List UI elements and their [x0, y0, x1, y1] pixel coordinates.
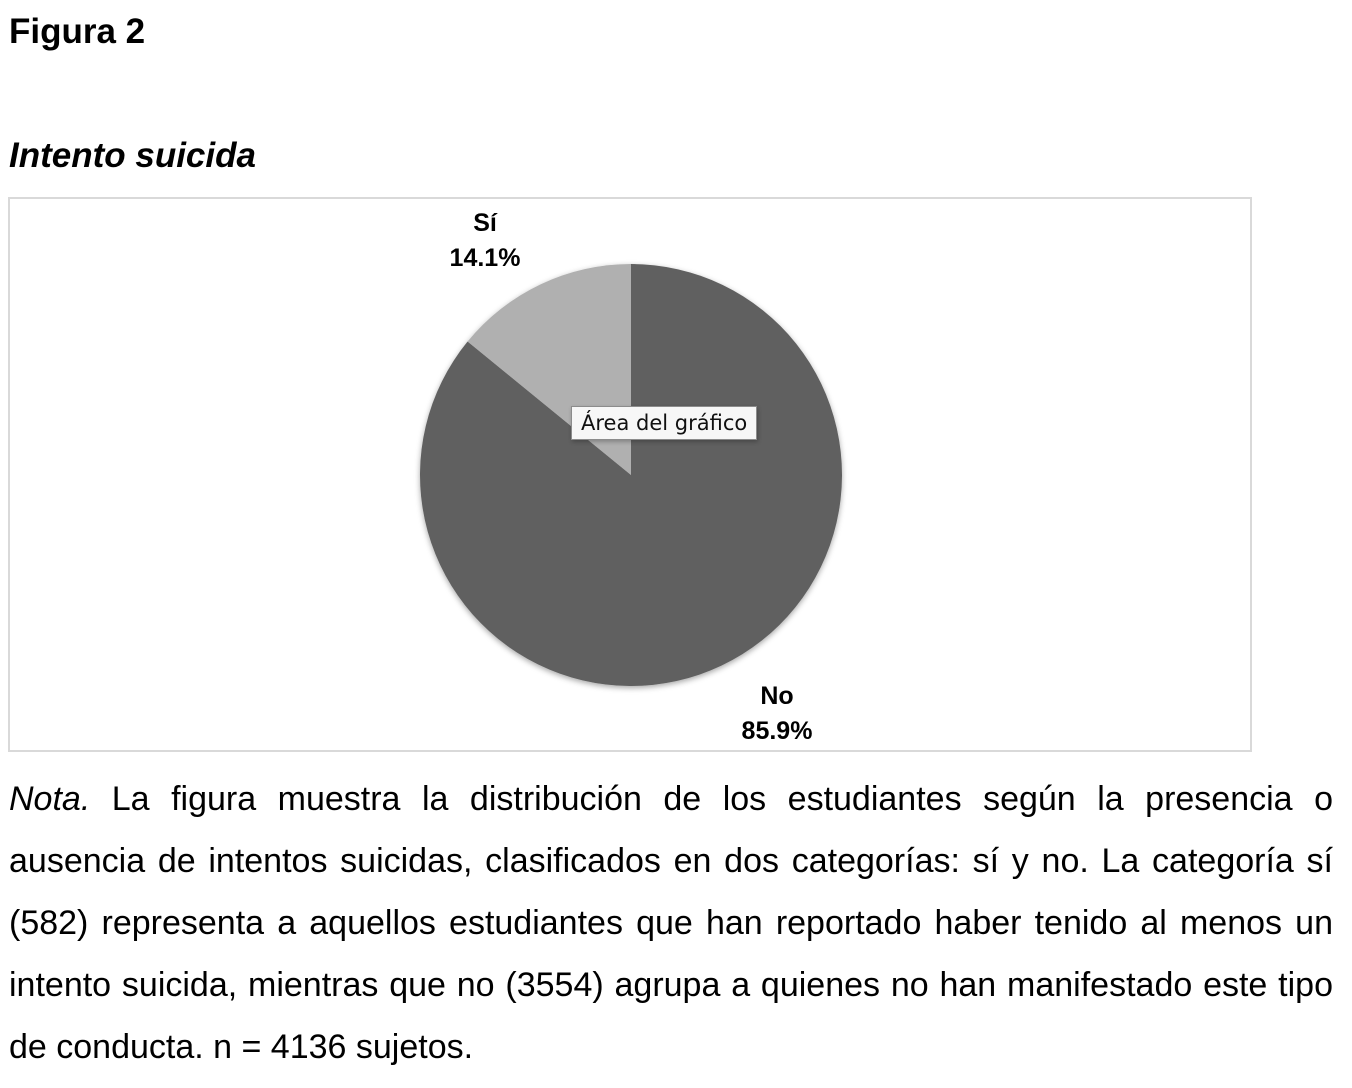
slice-label-name: Sí [473, 209, 497, 237]
chart-area[interactable] [8, 197, 1252, 752]
figure-label: Figura 2 [9, 12, 146, 51]
note-lead: Nota. [9, 780, 91, 818]
chart-area-tooltip: Área del gráfico [571, 406, 757, 440]
slice-label-value: 14.1% [449, 244, 521, 272]
pie-chart [10, 199, 1250, 750]
figure-note [9, 768, 1333, 1078]
note-text: La figura muestra la distribución de los estudiantes según la presencia o ausencia de intentos suicidas, clasificados en dos categorías: sí y no. La categoría sí (582) representa a aquellos estudiantes que han reportado haber tenido al menos un intento suicida, mientras que no (3554) agrupa a quienes no han manifestado este tipo de conducta. n = 4136 sujetos. [9, 780, 1333, 1066]
figure-title: Intento suicida [9, 136, 256, 175]
slice-label-name: No [760, 682, 794, 710]
slice-label-value: 85.9% [741, 717, 813, 745]
